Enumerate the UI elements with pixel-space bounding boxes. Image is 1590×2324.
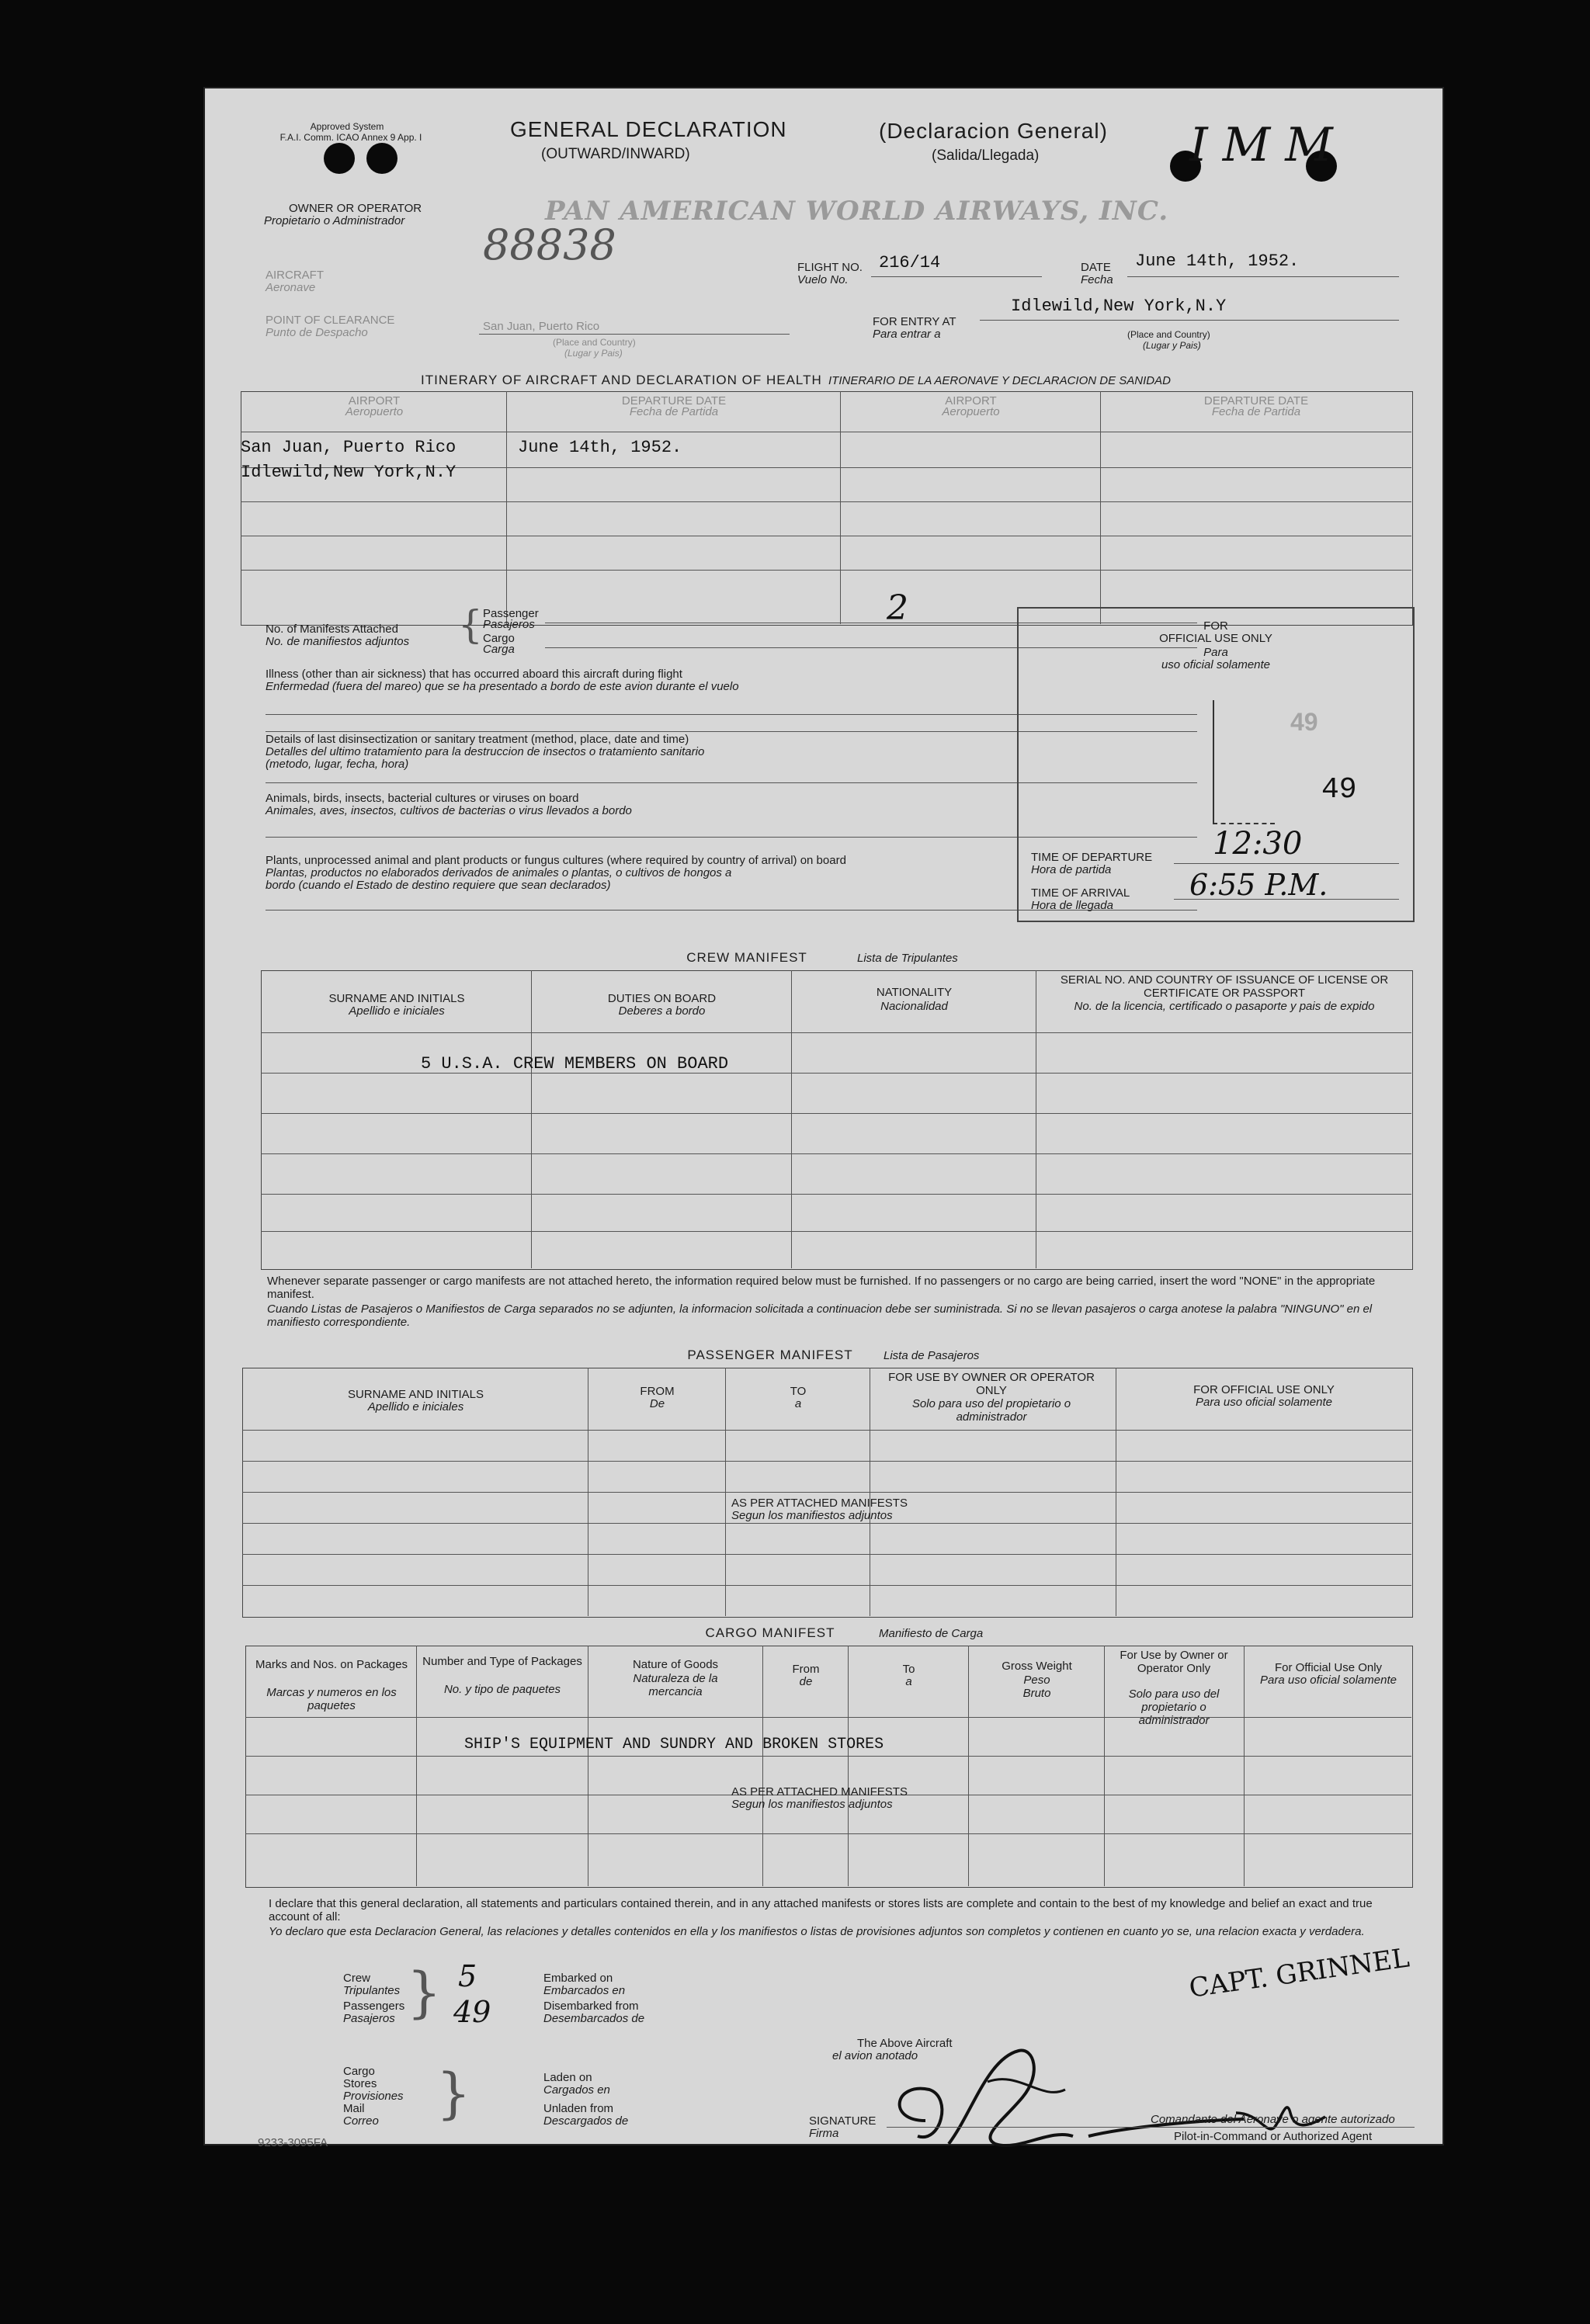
- unladen-label: Unladen from: [543, 2102, 614, 2115]
- arrival-time-value: 6:55 P.M.: [1189, 868, 1328, 902]
- official-stamp-number: 49: [1321, 773, 1357, 806]
- rule: [887, 2127, 1415, 2128]
- entry-note: (Place and Country): [1127, 329, 1210, 340]
- crew-count-label: Crew: [343, 1972, 371, 1985]
- col-airport-2-es: Aeropuerto: [942, 405, 1000, 418]
- stamp-number: 88838: [483, 220, 616, 269]
- col-airport-es: Aeropuerto: [345, 405, 404, 418]
- disembarked-label-es: Desembarcados de: [543, 2012, 645, 2025]
- pax-col-official-es: Para uso oficial solamente: [1196, 1396, 1332, 1409]
- place-note: (Place and Country): [553, 337, 636, 348]
- rule: [1127, 276, 1399, 277]
- owner-label-es: Propietario o Administrador: [264, 214, 405, 227]
- aircraft-line-es: el avion anotado: [832, 2049, 918, 2062]
- brace: {: [458, 602, 483, 647]
- cargo-label: Cargo: [483, 632, 515, 645]
- manifests-value: 2: [887, 588, 908, 628]
- rule: [1100, 391, 1101, 624]
- captain-signature: [871, 2027, 1352, 2175]
- pax-entry: AS PER ATTACHED MANIFESTS: [731, 1497, 908, 1510]
- cargo-col-nature-es: Naturaleza de la mercancia: [633, 1672, 718, 1698]
- official-title-3: Para: [1203, 646, 1228, 659]
- pax-col-official: FOR OFFICIAL USE ONLY: [1193, 1383, 1335, 1396]
- date-label: DATE: [1081, 261, 1111, 274]
- cargo-count-label: Cargo: [343, 2065, 375, 2078]
- brace: }: [407, 1961, 442, 2024]
- date-value: June 14th, 1952.: [1135, 251, 1300, 271]
- disinsect-text: Details of last disinsectization or sanitary treatment (method, place, date and time): [266, 733, 689, 746]
- itinerary-title: ITINERARY OF AIRCRAFT AND DECLARATION OF HEALTH: [421, 373, 822, 387]
- cargo-col-weight: Gross Weight: [1002, 1660, 1072, 1673]
- crew-col-nationality-es: Nacionalidad: [880, 1000, 948, 1013]
- cargo-entry: SHIP'S EQUIPMENT AND SUNDRY AND BROKEN STORES: [464, 1736, 884, 1753]
- corner-mark: I M M: [1189, 118, 1333, 172]
- owner-label: OWNER OR OPERATOR: [289, 202, 422, 215]
- cargo-label-es: Carga: [483, 643, 515, 656]
- crew-entry: 5 U.S.A. CREW MEMBERS ON BOARD: [421, 1054, 729, 1074]
- rule: [506, 391, 507, 624]
- signature-label-es: Firma: [809, 2127, 839, 2140]
- animals-text: Animals, birds, insects, bacterial cultures or viruses on board: [266, 792, 579, 805]
- crew-col-serial: SERIAL NO. AND COUNTRY OF ISSUANCE OF LICENSE OR CERTIFICATE OR PASSPORT: [1060, 973, 1389, 1000]
- laden-label: Laden on: [543, 2071, 592, 2084]
- cargo-col-to: To: [902, 1663, 915, 1676]
- manifests-label: No. of Manifests Attached: [266, 623, 398, 636]
- form-title-es: (Declaracion General): [879, 119, 1108, 143]
- unladen-label-es: Descargados de: [543, 2114, 629, 2128]
- col-departure-2: DEPARTURE DATE: [1203, 394, 1309, 408]
- rule: [261, 1194, 1411, 1195]
- owner-value: PAN AMERICAN WORLD AIRWAYS, INC.: [545, 196, 1169, 227]
- embarked-label: Embarked on: [543, 1972, 613, 1985]
- clearance-label: POINT OF CLEARANCE: [266, 314, 395, 327]
- rule: [968, 1646, 969, 1886]
- crew-col-name: SURNAME AND INITIALS: [328, 992, 465, 1005]
- cargo-col-marks-es: Marcas y numeros en los paquetes: [266, 1686, 397, 1712]
- plants-text: Plants, unprocessed animal and plant products or fungus cultures (where required by country of arrival) on board: [266, 854, 846, 867]
- col-airport-2: AIRPORT: [945, 394, 997, 408]
- passenger-label: Passenger: [483, 607, 539, 620]
- arrival-time-label: TIME OF ARRIVAL: [1031, 886, 1130, 900]
- rule: [261, 1113, 1411, 1114]
- col-departure-2-es: Fecha de Partida: [1211, 405, 1301, 418]
- crew-col-duties-es: Deberes a bordo: [618, 1004, 706, 1018]
- captain-name: CAPT. GRINNEL: [1187, 1942, 1411, 2004]
- cargo-entry-2: AS PER ATTACHED MANIFESTS: [731, 1785, 908, 1798]
- pax-count-value: 49: [453, 1995, 491, 2029]
- form-subtitle: (OUTWARD/INWARD): [541, 146, 690, 162]
- rule: [980, 320, 1399, 321]
- rule: [1244, 1646, 1245, 1886]
- agent-label: Pilot-in-Command or Authorized Agent: [1174, 2130, 1373, 2143]
- rule: [479, 334, 790, 335]
- rule: [871, 276, 1042, 277]
- entry-note-es: (Lugar y Pais): [1143, 340, 1201, 351]
- cargo-entry-2-es: Segun los manifiestos adjuntos: [731, 1798, 893, 1811]
- cargo-col-from-es: de: [799, 1675, 813, 1688]
- stores-label-es: Provisiones: [343, 2090, 404, 2103]
- cargo-col-official: For Official Use Only: [1274, 1661, 1383, 1674]
- rule: [531, 970, 532, 1268]
- rule: [1174, 899, 1399, 900]
- declaration-text-es: Yo declaro que esta Declaracion General, las relaciones y detalles contenidos en ella y los manifiestos o listas de provisiones adjuntos son completos y contienen en cuanto yo se, una relacion exacta y verdadera.: [269, 1925, 1365, 1938]
- plants-text-es2: bordo (cuando el Estado de destino requiere que sean declarados): [266, 879, 611, 892]
- rule: [261, 1231, 1411, 1232]
- crew-count-label-es: Tripulantes: [343, 1984, 401, 1997]
- notice-text: Whenever separate passenger or cargo manifests are not attached hereto, the information required below must be furnished. If no passengers or no cargo are being carried, insert the word "NONE" in the appropriate manifest.: [267, 1275, 1376, 1301]
- cargo-col-packages: Number and Type of Packages: [422, 1655, 582, 1668]
- rule: [261, 1153, 1411, 1154]
- rule: [848, 1646, 849, 1886]
- rule: [791, 970, 792, 1268]
- rule: [241, 570, 1411, 571]
- pax-count-label: Passengers: [343, 2000, 405, 2013]
- itinerary-airport-2: Idlewild,New York,N.Y: [241, 463, 457, 482]
- pax-col-from-es: De: [649, 1397, 665, 1410]
- official-title-4: uso oficial solamente: [1161, 658, 1271, 671]
- crew-title-es: Lista de Tripulantes: [857, 952, 958, 965]
- cargo-title: CARGO MANIFEST: [705, 1625, 835, 1640]
- illness-text-es: Enfermedad (fuera del mareo) que se ha presentado a bordo de este avion durante el vuelo: [266, 680, 739, 693]
- approved-system: Approved System: [310, 121, 384, 132]
- crew-title: CREW MANIFEST: [686, 950, 807, 965]
- notice-text-es: Cuando Listas de Pasajeros o Manifiestos de Carga separados no se adjunten, la informacion solicitada a continuacion debe ser suministrada. Si no se llevan pasajeros o carga anotese la palabra "NINGUNO" en el manifiesto correspondiente.: [267, 1302, 1373, 1329]
- rule: [762, 1646, 763, 1886]
- itinerary-date-1: June 14th, 1952.: [518, 438, 682, 457]
- rule: [242, 1461, 1411, 1462]
- declaration-text: I declare that this general declaration, all statements and particulars contained therein, and in any attached manifests or stores lists are complete and contain to the best of my knowledge and belief an exact and true account of all:: [269, 1897, 1373, 1923]
- mail-label-es: Correo: [343, 2114, 379, 2128]
- rule: [242, 1430, 1411, 1431]
- departure-time-label: TIME OF DEPARTURE: [1031, 851, 1153, 864]
- crew-col-nationality: NATIONALITY: [876, 986, 953, 999]
- rule: [1213, 700, 1214, 824]
- aircraft-label-es: Aeronave: [266, 281, 316, 294]
- brace: }: [436, 2062, 471, 2125]
- rule: [245, 1717, 1411, 1718]
- clearance-label-es: Punto de Despacho: [266, 326, 368, 339]
- col-airport: AIRPORT: [348, 394, 401, 408]
- cargo-col-weight-es: Peso Bruto: [1022, 1674, 1051, 1700]
- crew-col-duties: DUTIES ON BOARD: [607, 992, 717, 1005]
- crew-col-serial-es: No. de la licencia, certificado o pasaporte y pais de expido: [1074, 1000, 1375, 1013]
- cargo-col-to-es: a: [905, 1675, 912, 1688]
- pax-col-name-es: Apellido e iniciales: [367, 1400, 464, 1413]
- agent-label-es: Comandante del Aeronave o agente autorizado: [1151, 2113, 1395, 2126]
- aircraft-line: The Above Aircraft: [857, 2037, 953, 2050]
- departure-time-label-es: Hora de partida: [1031, 863, 1112, 876]
- cargo-col-marks: Marks and Nos. on Packages: [255, 1658, 408, 1671]
- faa-reference: F.A.I. Comm. ICAO Annex 9 App. I: [279, 132, 422, 143]
- itinerary-airport-1: San Juan, Puerto Rico: [241, 438, 457, 457]
- animals-text-es: Animales, aves, insectos, cultivos de bacterias o virus llevados a bordo: [266, 804, 632, 817]
- passenger-label-es: Pasajeros: [483, 618, 535, 631]
- form-title: GENERAL DECLARATION: [510, 117, 787, 141]
- pax-col-to: TO: [790, 1385, 807, 1398]
- mail-label: Mail: [343, 2102, 365, 2115]
- cargo-col-owner-es: Solo para uso del propietario o administrador: [1128, 1688, 1220, 1727]
- rule: [242, 1523, 1411, 1524]
- rule: [840, 391, 841, 624]
- itinerary-title-es: ITINERARIO DE LA AERONAVE Y DECLARACION DE SANIDAD: [828, 374, 1171, 387]
- cargo-col-owner: For Use by Owner or Operator Only: [1120, 1649, 1228, 1675]
- entry-label: FOR ENTRY AT: [873, 315, 956, 328]
- punch-hole: [366, 143, 398, 174]
- rule: [242, 1585, 1411, 1586]
- pax-count-label-es: Pasajeros: [343, 2012, 395, 2025]
- stores-label: Stores: [343, 2077, 377, 2090]
- punch-hole: [324, 143, 355, 174]
- departure-time-value: 12:30: [1213, 826, 1303, 862]
- col-departure: DEPARTURE DATE: [621, 394, 727, 408]
- signature-label: SIGNATURE: [809, 2114, 877, 2128]
- clearance-value: San Juan, Puerto Rico: [483, 320, 600, 333]
- embarked-label-es: Embarcados en: [543, 1984, 626, 1997]
- passenger-title-es: Lista de Pasajeros: [884, 1349, 980, 1362]
- crew-col-name-es: Apellido e iniciales: [349, 1004, 445, 1018]
- illness-text: Illness (other than air sickness) that has occurred aboard this aircraft during flight: [266, 668, 682, 681]
- date-label-es: Fecha: [1081, 273, 1113, 286]
- pax-col-to-es: a: [794, 1397, 802, 1410]
- form-number: 9233-3095FA: [258, 2136, 328, 2149]
- plants-text-es: Plantas, productos no elaborados derivados de animales o plantas, o cultivos de hongos a: [266, 866, 732, 879]
- pax-col-owner-es: Solo para uso del propietario o administrador: [911, 1397, 1071, 1424]
- cargo-col-from: From: [792, 1663, 820, 1676]
- crew-count-value: 5: [458, 1959, 477, 1993]
- aircraft-label: AIRCRAFT: [266, 269, 324, 282]
- official-title-2: OFFICIAL USE ONLY: [1159, 632, 1272, 645]
- laden-label-es: Cargados en: [543, 2083, 610, 2097]
- col-departure-es: Fecha de Partida: [629, 405, 719, 418]
- rule: [242, 1492, 1411, 1493]
- entry-value: Idlewild,New York,N.Y: [1011, 297, 1227, 316]
- rule: [241, 501, 1411, 502]
- pax-col-name: SURNAME AND INITIALS: [347, 1388, 484, 1401]
- cargo-col-nature: Nature of Goods: [632, 1658, 719, 1671]
- pax-col-from: FROM: [640, 1385, 675, 1398]
- pax-col-owner: FOR USE BY OWNER OR OPERATOR ONLY: [888, 1371, 1095, 1397]
- itinerary-table: [241, 391, 1413, 626]
- passenger-title: PASSENGER MANIFEST: [687, 1348, 853, 1362]
- cargo-col-packages-es: No. y tipo de paquetes: [443, 1683, 561, 1696]
- disinsect-text-es: Detalles del ultimo tratamiento para la destruccion de insectos o tratamiento sanitario: [266, 745, 705, 758]
- rule: [416, 1646, 417, 1886]
- cargo-title-es: Manifiesto de Carga: [879, 1627, 984, 1640]
- flight-label: FLIGHT NO.: [797, 261, 863, 274]
- place-note-es: (Lugar y Pais): [564, 348, 623, 359]
- rule: [261, 1032, 1411, 1033]
- rule: [1174, 863, 1399, 864]
- cargo-col-official-es: Para uso oficial solamente: [1260, 1674, 1397, 1687]
- disembarked-label: Disembarked from: [543, 2000, 639, 2013]
- flight-value: 216/14: [879, 253, 941, 272]
- entry-label-es: Para entrar a: [873, 328, 941, 341]
- rule: [1213, 823, 1275, 824]
- official-title-1: FOR: [1203, 619, 1228, 633]
- rule: [1104, 1646, 1105, 1886]
- manifests-label-es: No. de manifiestos adjuntos: [266, 635, 410, 648]
- form-subtitle-es: (Salida/Llegada): [932, 147, 1040, 164]
- flight-label-es: Vuelo No.: [797, 273, 849, 286]
- arrival-time-label-es: Hora de llegada: [1031, 899, 1113, 912]
- official-stamp-faded: 49: [1290, 708, 1318, 736]
- disinsect-text-es2: (metodo, lugar, fecha, hora): [266, 758, 409, 771]
- rule: [245, 1833, 1411, 1834]
- rule: [245, 1756, 1411, 1757]
- rule: [242, 1554, 1411, 1555]
- pax-entry-es: Segun los manifiestos adjuntos: [731, 1509, 893, 1522]
- declaration-form: [203, 87, 1444, 2149]
